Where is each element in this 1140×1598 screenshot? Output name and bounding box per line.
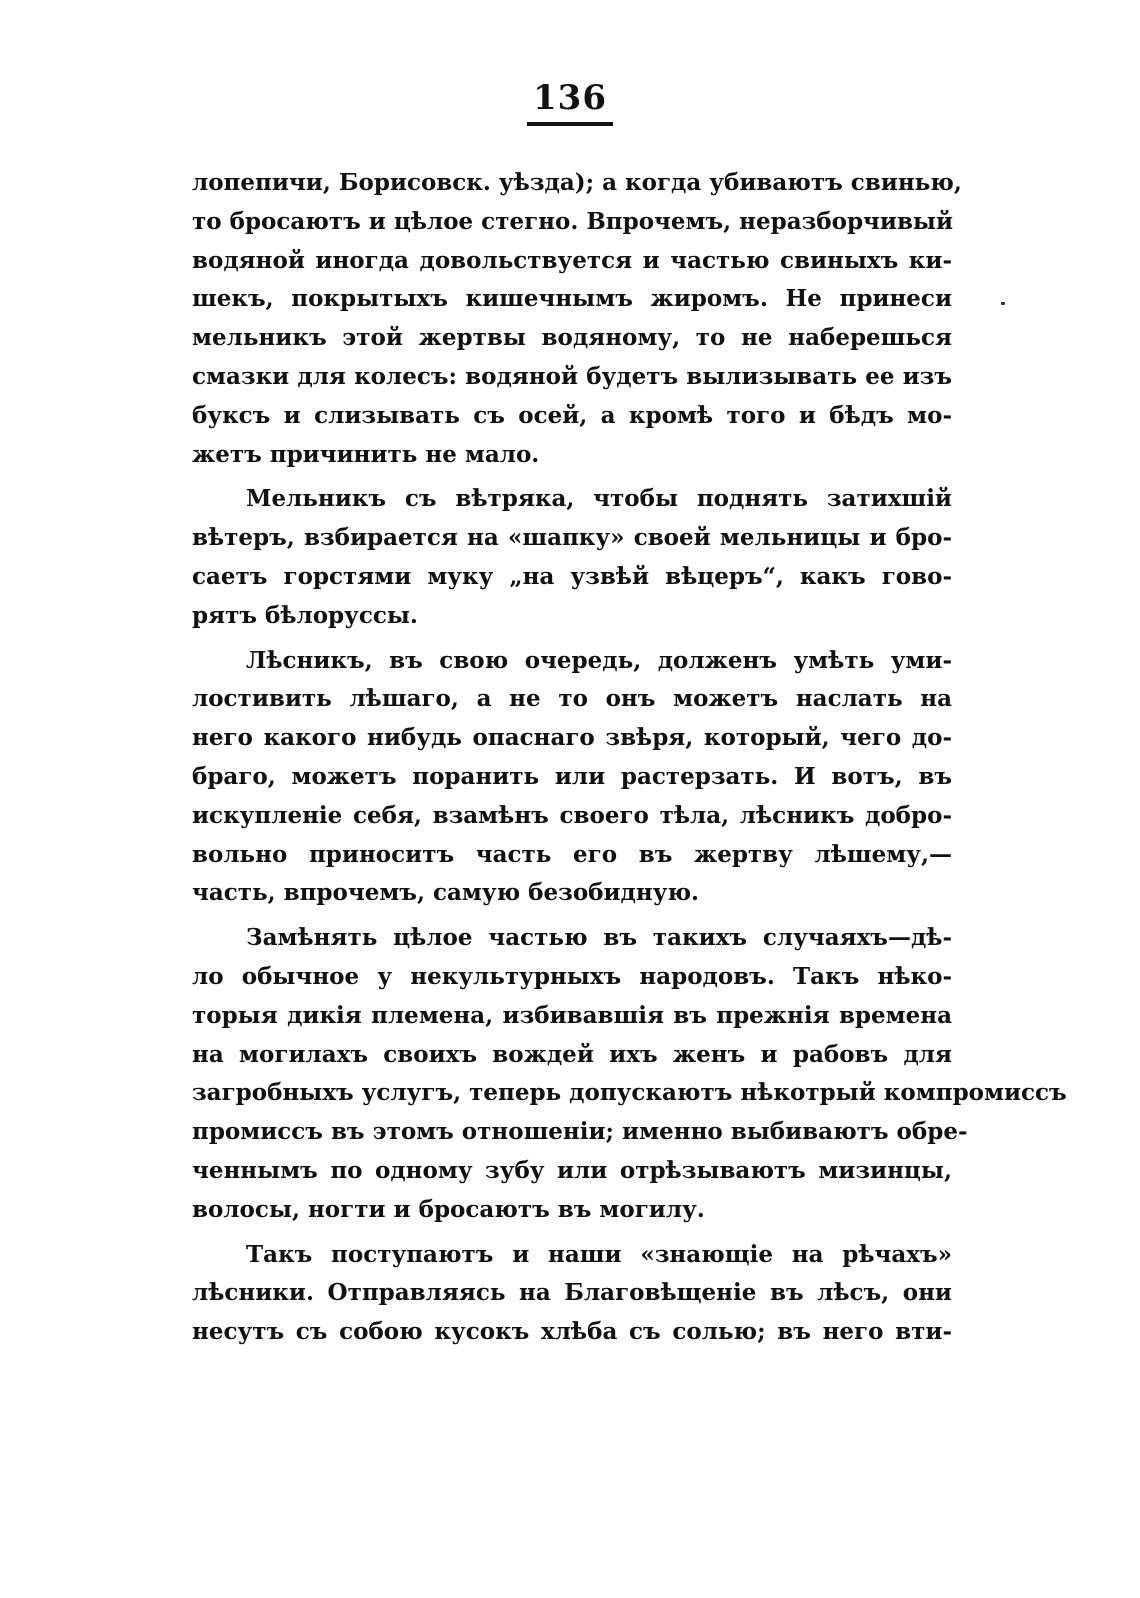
paragraph (192, 642, 952, 914)
paragraph (192, 164, 962, 474)
page-number: 136 (527, 78, 613, 126)
paragraph (192, 919, 1067, 1229)
paragraph (192, 480, 952, 635)
text-line: буксъ и слизывать съ осей, а кромѣ того и бѣдъ мо- (192, 401, 952, 429)
text-line: волосы, ногти и бросаютъ въ могилу. (192, 1195, 705, 1223)
text-line: несутъ съ собою кусокъ хлѣба съ солью; въ него вти- (192, 1318, 952, 1346)
page-number-container (0, 78, 1140, 126)
text-line: лопепичи, Борисовск. уѣзда); а когда убиваютъ свинью, (192, 169, 962, 196)
text-line: шекъ, покрытыхъ кишечнымъ жиромъ. Не принеси (192, 285, 952, 313)
paragraph (192, 1236, 952, 1352)
text-line: ло обычное у некультурныхъ народовъ. Такъ нѣко- (192, 962, 952, 990)
text-line: него какого нибудь опаснаго звѣря, который, чего до- (192, 724, 952, 752)
text-line: браго, можетъ поранить или растерзать. И вотъ, въ (192, 762, 952, 790)
text-line: жетъ причинить не мало. (192, 440, 540, 468)
text-line: искупленіе себя, взамѣнъ своего тѣла, лѣсникъ добро- (192, 801, 952, 829)
text-line: на могилахъ своихъ вождей ихъ женъ и рабовъ для (192, 1040, 952, 1068)
text-line: вольно приноситъ часть его въ жертву лѣшему,— (192, 840, 952, 868)
text-line: то бросаютъ и цѣлое стегно. Впрочемъ, неразборчивый (192, 207, 954, 235)
text-line: Такъ поступаютъ и наши «знающіе на рѣчахъ» (246, 1240, 952, 1268)
text-line: вѣтеръ, взбирается на «шапку» своей мельницы и бро- (192, 524, 952, 552)
text-line: торыя дикія племена, избивавшія въ прежнія времена (192, 1001, 952, 1029)
text-line: загробныхъ услугъ, теперь допускаютъ нѣкотрый компромиссъ (192, 1079, 1067, 1107)
text-line: Замѣнять цѣлое частью въ такихъ случаяхъ—дѣ- (246, 924, 952, 952)
text-line: лѣсники. Отправляясь на Благовѣщеніе въ лѣсъ, они (192, 1279, 952, 1307)
text-line: Лѣсникъ, въ свою очередь, долженъ умѣть уми- (246, 646, 952, 674)
text-line: саетъ горстями муку „на узвѣй вѣцеръ“, какъ гово- (192, 562, 952, 590)
text-line: водяной иногда довольствуется и частью свиныхъ ки- (192, 246, 952, 274)
text-line: лостивить лѣшаго, а не то онъ можетъ наслать на (192, 685, 952, 713)
text-line: ченнымъ по одному зубу или отрѣзываютъ мизинцы, (192, 1156, 952, 1184)
text-line: Мельникъ съ вѣтряка, чтобы поднять затихшій (246, 485, 952, 513)
text-line: рятъ бѣлоруссы. (192, 601, 418, 629)
text-line: часть, впрочемъ, самую безобидную. (192, 879, 700, 907)
body-text (192, 164, 1067, 1352)
text-line: мельникъ этой жертвы водяному, то не наберешься (192, 324, 952, 352)
print-speck (1001, 302, 1005, 305)
text-line: смазки для колесъ: водяной будетъ вылизывать ее изъ (192, 362, 952, 390)
text-line: промиссъ въ этомъ отношеніи; именно выбиваютъ обре- (192, 1118, 968, 1146)
